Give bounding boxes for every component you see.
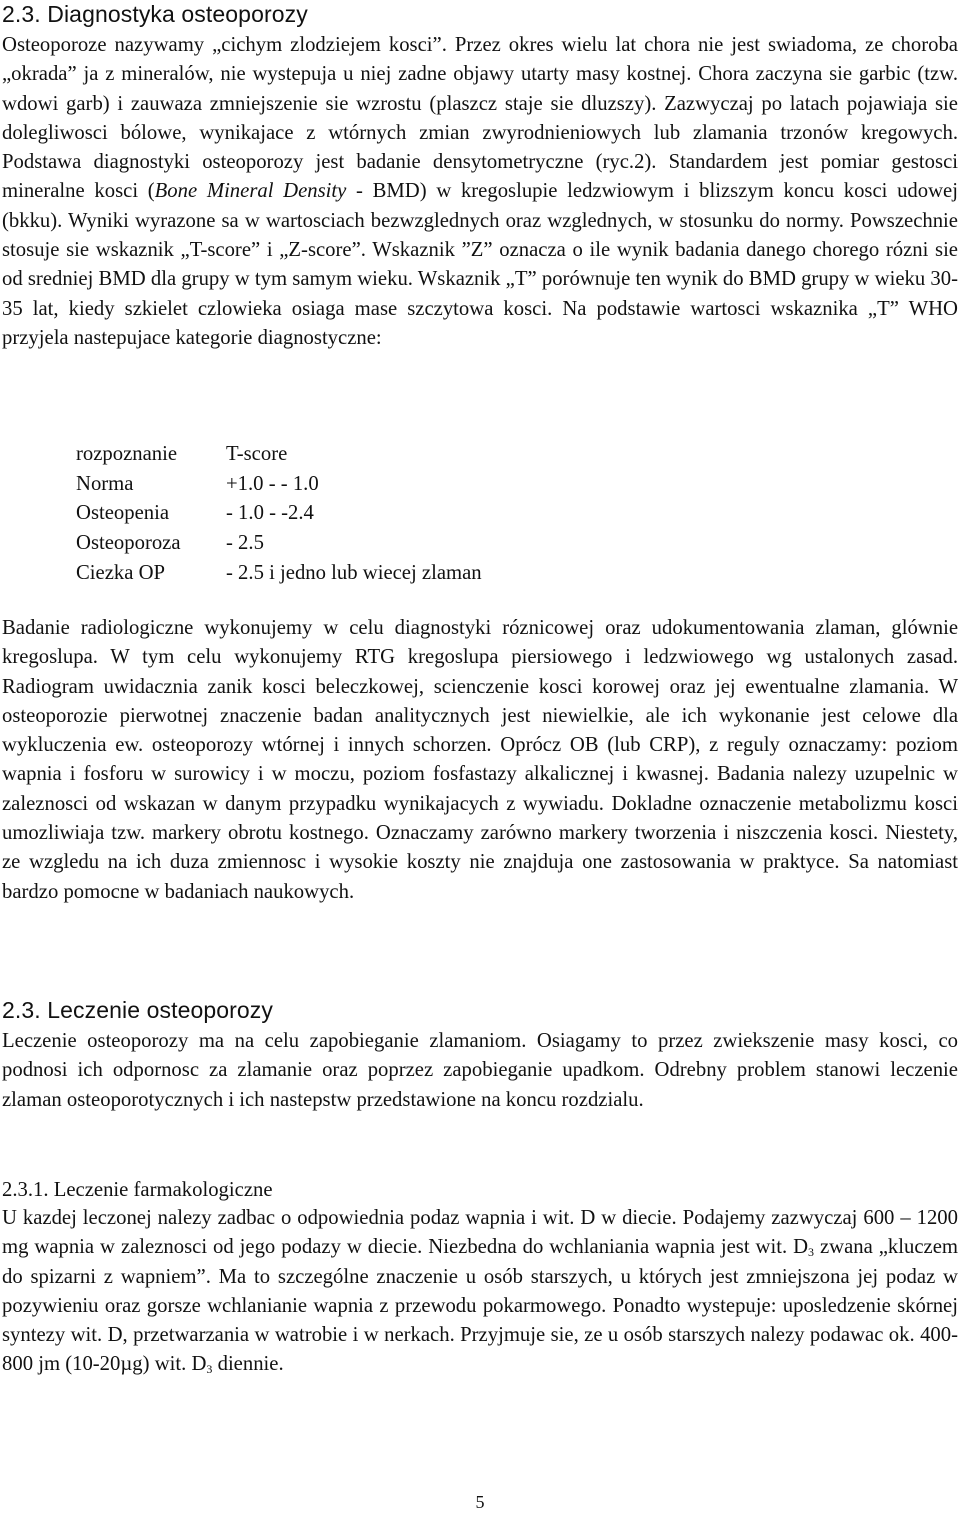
paragraph-pharm-text-b: zwana „kluczem do spizarni z wapniem”. Ma to szczególne znaczenie u osób starszych, u których jest zmniejszona jej podaz w pozywieniu oraz gorsze wchlanianie wapnia z przewodu pokarmowego. Ponadto wystepuje: uposledzenie skórnej syntezy wit. D, przetwarzania w watrobie i w nerkach. Przyjmuje sie, ze u osób starszych nalezy podawac ok. 400- 800 jm (10-20µg) wit. D <box>2 1236 959 1376</box>
paragraph-pharmacological <box>2 1204 958 1380</box>
table-header-cell: T-score <box>226 443 288 465</box>
paragraph-diagnosis <box>2 31 958 353</box>
table-header-cell: rozpoznanie <box>76 443 178 465</box>
paragraph-diagnosis-text-b: - BMD) w kregoslupie ledzwiowym i blizszym koncu kosci udowej (bkku). Wyniki wyrazone sa w wartosciach bezwzglednych oraz wzglednych, w stosunku do normy. Powszechnie stosuje sie wskaznik „T-score” i „Z-score”. Wskaznik ”Z” oznacza o ile wynik badania danego chorego rózni sie od sredniej BMD dla grupy w tym samym wieku. Wskaznik „T” porównuje ten wynik do BMD grupy w wieku 30-35 lat, kiedy szkielet czlowieka osiaga mase szczytowa kosci. Na podstawie wartosci wskaznika „T” WHO przyjela nastepujace kategorie diagnostyczne: <box>2 180 958 349</box>
paragraph-treatment: Leczenie osteoporozy ma na celu zapobieganie zlamaniom. Osiagamy to przez zwiekszenie masy kosci, co podnosi ich odpornosc za zlamanie oraz poprzez zapobieganie upadkom. Odrebny problem stanowi leczenie zlaman osteoporotycznych i ich nastepstw przedstawione na koncu rozdzialu. <box>2 1030 958 1111</box>
subscript-3: 3 <box>206 1362 213 1377</box>
t-score-table <box>76 440 482 589</box>
subscript-3: 3 <box>808 1245 815 1260</box>
table-row <box>76 499 482 529</box>
paragraph-radiology: Badanie radiologiczne wykonujemy w celu diagnostyki róznicowej oraz udokumentowania zlaman, glównie kregoslupa. W tym celu wykonujemy RTG kregoslupa piersiowego i ledzwiowego wg ustalonych zasad. Radiogram uwidacznia zanik kosci beleczkowej, scienczenie kosci korowej oraz jej ewentualne zlamania. W osteoporozie pierwotnej znaczenie badan analitycznych jest niewielkie, ale ich wykonanie jest celowe dla wykluczenia ew. osteoporozy wtórnej i innych schorzen. Oprócz OB (lub CRP), z reguly oznaczamy: poziom wapnia i fosforu w surowicy i w moczu, poziom fosfastazy alkalicznej i kwasnej. Badania nalezy uzupelnic w zaleznosci od wskazan w danym przypadku wynikajacych z wywiadu. Dokladne oznaczenie metabolizmu kosci umozliwiaja tzw. markery obrotu kostnego. Oznaczamy zarówno markery tworzenia i niszczenia kosci. Niestety, ze wzgledu na ich duza zmiennosc i wysokie koszty nie znajduja one zastosowania w praktyce. Sa natomiast bardzo pomocne w badaniach naukowych. <box>2 617 958 903</box>
table-cell: Osteopenia <box>76 502 170 525</box>
paragraph-diagnosis-text-a: Osteoporoze nazywamy „cichym zlodziejem kosci”. Przez okres wielu lat chora nie jest swiadoma, ze choroba „okrada” ja z mineralów, nie wystepuja u niej zadne objawy utarty masy kostnej. Chora zaczyna sie garbic (tzw. wdowi garb) i zauwaza zmniejszenie sie wzrostu (plaszcz staje sie dluzszy). Zazwyczaj po latach pojawiaja sie dolegliwosci bólowe, wynikajace z wtórnych zmian zwyrodnieniowych lub zlamania trzonów kregowych. Podstawa diagnostyki osteoporozy jest badanie densytometryczne (ryc.2). Standardem jest pomiar gestosci mineralne kosci ( <box>2 34 958 203</box>
page-number: 5 <box>475 1492 485 1512</box>
paragraph-pharm-text-a: U kazdej leczonej nalezy zadbac o odpowiednia podaz wapnia i wit. D w diecie. Podajemy zazwyczaj 600 – 1200 mg wapnia w zaleznosci od jego podazy w diecie. Niezbedna do wchlaniania wapnia jest wit. D <box>2 1207 958 1259</box>
section-heading-leczenie: 2.3. Leczenie osteoporozy <box>2 997 274 1023</box>
section-heading-diagnostyka: 2.3. Diagnostyka osteoporozy <box>2 1 308 27</box>
table-cell: Ciezka OP <box>76 561 166 584</box>
table-row <box>76 529 482 559</box>
table-cell: - 1.0 - -2.4 <box>226 502 314 525</box>
table-row <box>76 470 482 500</box>
table-cell: Osteoporoza <box>76 532 181 555</box>
table-cell: +1.0 - - 1.0 <box>226 472 319 495</box>
table-row <box>76 559 482 589</box>
table-cell: Norma <box>76 472 134 495</box>
table-header-row <box>76 440 482 470</box>
table-cell: - 2.5 i jedno lub wiecej zlaman <box>226 561 482 584</box>
paragraph-pharm-text-c: diennie. <box>212 1353 284 1376</box>
subsection-heading-farmakologiczne: 2.3.1. Leczenie farmakologiczne <box>2 1179 273 1201</box>
bmd-term-italic: Bone Mineral Density <box>154 180 347 203</box>
table-cell: - 2.5 <box>226 532 264 555</box>
